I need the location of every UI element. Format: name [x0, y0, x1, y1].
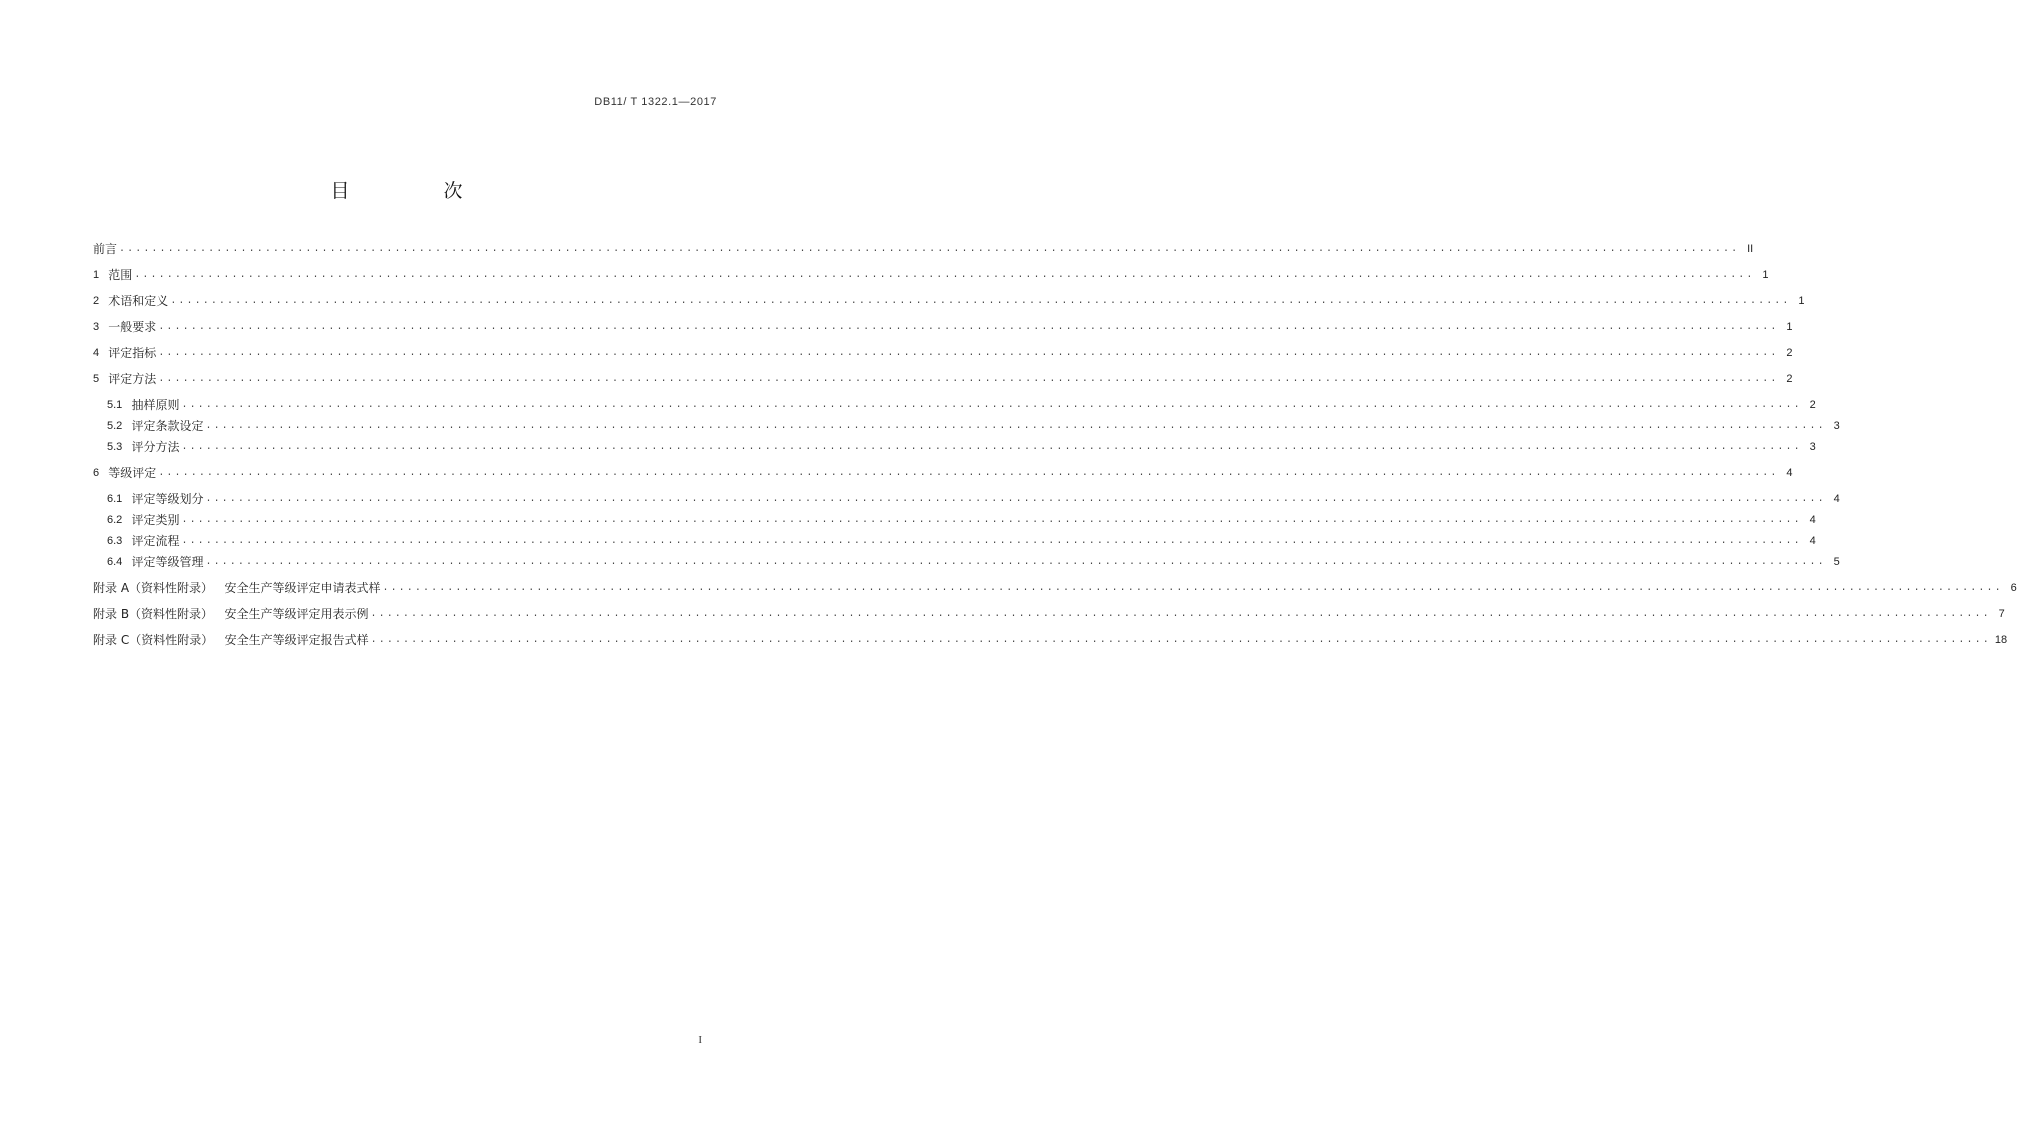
toc-entry-number: 5.2	[107, 420, 132, 432]
toc-entry-number: 3	[93, 321, 109, 333]
toc-entry-number: 6.1	[107, 493, 132, 505]
toc-dot-leader: ........................................................................................................................................................................................................	[181, 442, 1802, 453]
toc-entry-label: 等级评定	[108, 466, 157, 480]
toc-dot-leader: ........................................................................................................................................................................................................	[158, 374, 1779, 385]
toc-dot-leader: ........................................................................................................................................................................................................	[370, 609, 1991, 620]
toc-entry-1[interactable]	[93, 262, 1769, 282]
toc-entry-number: 6.2	[107, 514, 132, 526]
toc-entry-page: 5	[1833, 556, 1840, 568]
toc-entry-number: 5	[93, 373, 109, 385]
toc-entry-label: 范围	[108, 268, 133, 282]
toc-entry-number: 6.4	[107, 556, 132, 568]
toc-entry-label: 评定指标	[108, 346, 157, 360]
page-number: I	[698, 1034, 702, 1046]
toc-entry-appendix-c[interactable]	[93, 627, 2008, 647]
toc-dot-leader: ........................................................................................................................................................................................................	[170, 296, 1791, 307]
toc-entry-appendix-a[interactable]	[93, 575, 2017, 595]
toc-entry-label: 评定类别	[131, 513, 180, 527]
toc-entry-number: 5.1	[107, 399, 132, 411]
toc-entry-number: 2	[93, 295, 109, 307]
toc-entry-label: 评定等级管理	[131, 555, 204, 569]
toc-entry-page: 2	[1786, 373, 1793, 385]
toc-dot-leader: ........................................................................................................................................................................................................	[181, 515, 1802, 526]
toc-entry-foreword[interactable]	[93, 236, 1754, 256]
toc-entry-page: 18	[1994, 634, 2008, 646]
toc-entry-3[interactable]	[93, 314, 1793, 334]
toc-entry-label: 附录 B（资料性附录） 安全生产等级评定用表示例	[93, 607, 369, 621]
toc-entry-page: 4	[1833, 493, 1840, 505]
toc-entry-4[interactable]	[93, 340, 1793, 360]
toc-entry-page: 2	[1786, 347, 1793, 359]
toc-entry-page: 4	[1809, 535, 1816, 547]
toc-entry-2[interactable]	[93, 288, 1805, 308]
toc-entry-label: 前言	[93, 242, 118, 256]
toc-entry-number: 4	[93, 347, 109, 359]
toc-entry-page: 3	[1809, 441, 1816, 453]
toc-entry-page: 4	[1809, 514, 1816, 526]
toc-entry-number: 1	[93, 269, 109, 281]
toc-entry-number: 6.3	[107, 535, 132, 547]
toc-dot-leader: ........................................................................................................................................................................................................	[205, 421, 1826, 432]
toc-entry-label: 评定条款设定	[131, 419, 204, 433]
toc-entry-page: 7	[1998, 608, 2005, 620]
toc-entry-label: 附录 C（资料性附录） 安全生产等级评定报告式样	[93, 633, 369, 647]
toc-dot-leader: ........................................................................................................................................................................................................	[205, 557, 1826, 568]
toc-dot-leader: ........................................................................................................................................................................................................	[158, 468, 1779, 479]
toc-entry-number: 6	[93, 467, 109, 479]
toc-dot-leader: ........................................................................................................................................................................................................	[119, 244, 1740, 255]
toc-dot-leader: ........................................................................................................................................................................................................	[181, 400, 1802, 411]
toc-entry-label: 术语和定义	[108, 294, 169, 308]
toc-dot-leader: ........................................................................................................................................................................................................	[382, 583, 2003, 594]
toc-entry-page: 1	[1798, 295, 1805, 307]
toc-entry-page: 1	[1786, 321, 1793, 333]
toc-entry-6-3[interactable]	[107, 528, 1816, 548]
toc-entry-number: 5.3	[107, 441, 132, 453]
toc-entry-page: 6	[2010, 582, 2017, 594]
toc-entry-5-2[interactable]	[107, 413, 1840, 433]
toc-entry-6-1[interactable]	[107, 486, 1840, 506]
toc-entry-5-3[interactable]	[107, 434, 1816, 454]
toc-entry-6-2[interactable]	[107, 507, 1816, 527]
toc-entry-5[interactable]	[93, 366, 1793, 386]
toc-dot-leader: ........................................................................................................................................................................................................	[134, 270, 1755, 281]
toc-entry-label: 评分方法	[131, 440, 180, 454]
toc-entry-label: 抽样原则	[131, 398, 180, 412]
toc-dot-leader: ........................................................................................................................................................................................................	[370, 635, 1991, 646]
toc-entry-page: 2	[1809, 399, 1816, 411]
toc-entry-5-1[interactable]	[107, 392, 1816, 412]
toc-entry-page: II	[1747, 243, 1754, 255]
toc-entry-appendix-b[interactable]	[93, 601, 2005, 621]
toc-entry-6[interactable]	[93, 460, 1793, 480]
toc-entry-page: 4	[1786, 467, 1793, 479]
toc-entry-page: 3	[1833, 420, 1840, 432]
toc-entry-6-4[interactable]	[107, 549, 1840, 569]
toc-dot-leader: ........................................................................................................................................................................................................	[205, 494, 1826, 505]
toc-entry-label: 评定流程	[131, 534, 180, 548]
toc-dot-leader: ........................................................................................................................................................................................................	[158, 348, 1779, 359]
toc-entry-page: 1	[1762, 269, 1769, 281]
toc-entry-label: 附录 A（资料性附录） 安全生产等级评定申请表式样	[93, 581, 381, 595]
toc-dot-leader: ........................................................................................................................................................................................................	[158, 322, 1779, 333]
toc-entry-label: 评定等级划分	[131, 492, 204, 506]
page-title: 目 次	[330, 180, 507, 202]
toc-entry-label: 评定方法	[108, 372, 157, 386]
toc-entry-label: 一般要求	[108, 320, 157, 334]
toc-dot-leader: ........................................................................................................................................................................................................	[181, 536, 1802, 547]
document-code: DB11/ T 1322.1—2017	[594, 96, 717, 108]
